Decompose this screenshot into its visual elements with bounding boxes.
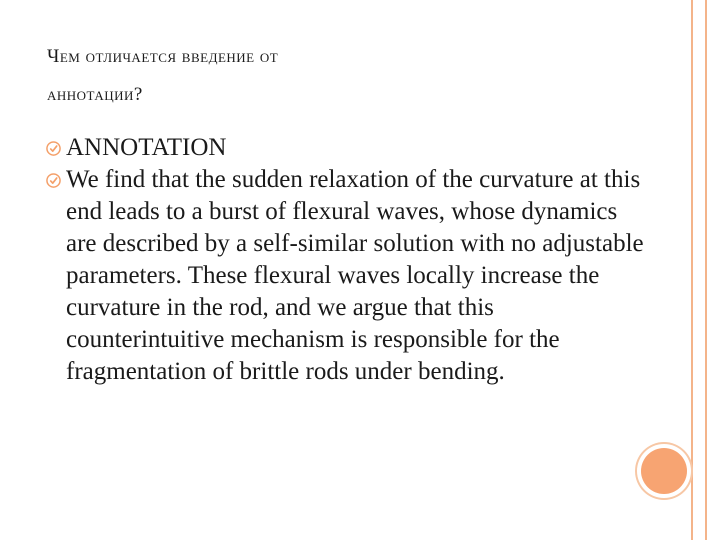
bullet-icon <box>46 173 61 188</box>
slide-title-line-1: Чем отличается введение от <box>47 46 279 67</box>
bullet-text: We find that the sudden relaxation of the curvature at this end leads to a burst of flexural waves, whose dynamics are described by a self-similar solution with no adjustable parameters. These flexural waves locally increase the curvature in the rod, and we argue that this counterintuitive mechanism is responsible for the fragmentation of brittle rods under bending. <box>66 166 644 385</box>
slide-title-line-2: аннотации? <box>47 84 143 105</box>
slide-title <box>47 38 607 114</box>
decorative-vertical-line-2 <box>705 0 707 540</box>
bullet-list <box>46 132 646 388</box>
bullet-item-annotation <box>46 132 646 164</box>
decorative-circle <box>641 448 687 494</box>
decorative-vertical-line-1 <box>691 0 693 540</box>
bullet-text: ANNOTATION <box>66 134 227 161</box>
bullet-icon <box>46 141 61 156</box>
bullet-item-abstract <box>46 164 646 388</box>
